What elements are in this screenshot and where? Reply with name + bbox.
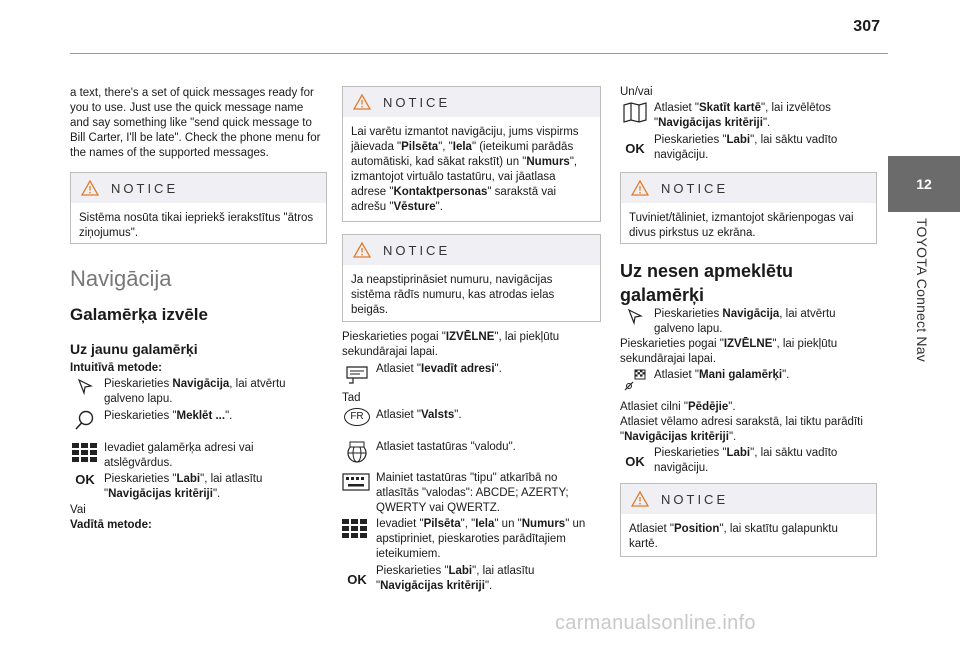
notice-title: NOTICE	[383, 242, 451, 258]
step-country: FR Atlasiet "Valsts".	[342, 408, 599, 438]
watermark: carmanualsonline.info	[555, 612, 756, 634]
map-view-icon	[620, 101, 650, 131]
then-label: Tad	[342, 392, 361, 404]
country-fr-icon: FR	[342, 408, 372, 438]
step-view-map: Atlasiet "Skatīt kartē", lai izvēlētos "Navigācijas kritēriji".	[620, 101, 875, 131]
notice-box-3	[342, 234, 601, 322]
step-search: Pieskarieties "Meklēt ...".	[70, 409, 325, 439]
step-enter-address-menu: Atlasiet "Ievadīt adresi".	[342, 362, 599, 392]
ok-icon: OK	[347, 571, 367, 587]
page-number: 307	[853, 18, 880, 35]
notice-body: Sistēma nosūta tikai iepriekš ierakstītus "ātros ziņojumus".	[79, 212, 314, 239]
warning-triangle-icon	[631, 491, 649, 507]
navigation-arrow-icon	[620, 307, 650, 337]
step-keyboard-language-text: Atlasiet tastatūras "valodu".	[376, 441, 516, 453]
step-my-destinations: Atlasiet "Mani galamērķi".	[620, 368, 875, 398]
intuitive-method-label: Intuitīvā metode:	[70, 362, 163, 374]
step-enter-address	[70, 441, 325, 471]
andor-label: Un/vai	[620, 86, 653, 98]
step-ok-4: OK Pieskarieties "Labi", lai sāktu vadīto navigāciju.	[620, 446, 875, 476]
heading-destination-choice: Galamērķa izvēle	[70, 305, 208, 324]
step-keyboard-type-text: Mainiet tastatūras "tipu" atkarībā no atlasītās "valodas": ABCDE; AZERTY; QWERTY vai QWERTZ.	[376, 472, 569, 514]
notice-title: NOTICE	[383, 94, 451, 110]
column-1	[70, 86, 325, 161]
or-label: Vai	[70, 504, 86, 516]
intro-paragraph: a text, there's a set of quick messages ready for you to use. Just use the quick message name and say something like "send quick message to Bill Carter, I'll be late". Check the phone menu for the names of the supported messages.	[70, 87, 321, 159]
step-navigation: Pieskarieties Navigācija, lai atvērtu galveno lapu.	[70, 377, 325, 407]
ok-icon: OK	[75, 472, 95, 487]
magnifier-icon	[70, 409, 100, 439]
step-ok-3: OK Pieskarieties "Labi", lai sāktu vadīto navigāciju.	[620, 133, 875, 163]
chapter-side-label: TOYOTA Connect Nav	[914, 218, 930, 362]
keyboard-language-icon	[342, 440, 372, 470]
notice-box-5	[620, 483, 877, 557]
notice-box-4	[620, 172, 877, 244]
notice-title: NOTICE	[661, 180, 729, 196]
ok-icon: OK	[625, 453, 645, 469]
step-ok-2: OK Pieskarieties "Labi", lai atlasītu "Navigācijas kritēriji".	[342, 564, 599, 594]
menu-paragraph-2: Pieskarieties pogai "IZVĒLNE", lai piekļūtu sekundārajai lapai.	[620, 338, 838, 365]
keyboard-grid-icon	[342, 517, 372, 547]
notice-body: Tuviniet/tāliniet, izmantojot skārienpogas vai divus pirkstus uz ekrāna.	[629, 212, 854, 239]
warning-triangle-icon	[631, 180, 649, 196]
notice-title: NOTICE	[661, 491, 729, 507]
warning-triangle-icon	[353, 94, 371, 110]
guided-method-label: Vadītā metode:	[70, 519, 152, 531]
notice-body: Lai varētu izmantot navigāciju, jums vispirms jāievada "Pilsēta", "Iela" (ieteikumi parādās automātiski, kad sākat rakstīt) un "Numurs", izmantojot virtuālo tastatūru, vai jāatlasa adrese "Kontaktpersonas" sarakstā vai adrešu "Vēsture".	[351, 126, 579, 213]
navigation-arrow-icon	[70, 377, 100, 407]
ok-icon: OK	[625, 140, 645, 156]
warning-triangle-icon	[353, 242, 371, 258]
my-destinations-icon	[620, 368, 650, 398]
step-ok: OK Pieskarieties "Labi", lai atlasītu "Navigācijas kritēriji".	[70, 472, 325, 502]
notice-body: Ja neapstiprināsiet numuru, navigācijas sistēma rādīs numuru, kas atrodas ielas beigās.	[351, 274, 555, 316]
heading-new-destination: Uz jaunu galamērķi	[70, 341, 198, 357]
chapter-tab-number: 12	[916, 176, 932, 192]
chapter-tab[interactable]	[888, 156, 960, 212]
keyboard-type-icon	[342, 471, 372, 501]
keyboard-grid-icon	[70, 441, 100, 471]
section-title: Navigācija	[70, 266, 172, 291]
menu-paragraph: Pieskarieties pogai "IZVĒLNE", lai piekļūtu sekundārajai lapai.	[342, 331, 560, 358]
heading-recent-destination: Uz nesen apmeklētu galamērķi	[620, 261, 794, 305]
warning-triangle-icon	[81, 180, 99, 196]
top-rule	[70, 53, 888, 54]
step-enter-address-text: Ievadiet galamērķa adresi vai atslēgvārdus.	[104, 442, 254, 469]
notice-box-2	[342, 86, 601, 222]
notice-body: Atlasiet "Position", lai skatītu galapunktu kartē.	[629, 523, 838, 550]
step-keyboard-language	[342, 440, 599, 470]
notice-header	[71, 173, 326, 203]
step-city-street: Ievadiet "Pilsēta", "Iela" un "Numurs" un apstipriniet, pieskaroties parādītajiem ieteikumiem.	[342, 517, 599, 562]
step-keyboard-type	[342, 471, 599, 516]
notice-title: NOTICE	[111, 180, 179, 196]
step-navigation-2: Pieskarieties Navigācija, lai atvērtu galveno lapu.	[620, 307, 875, 337]
address-map-icon	[342, 362, 372, 392]
notice-box-1	[70, 172, 327, 244]
recent-tab-paragraph: Atlasiet cilni "Pēdējie". Atlasiet vēlamo adresi sarakstā, lai tiktu parādīti "Navigācijas kritēriji".	[620, 401, 863, 443]
